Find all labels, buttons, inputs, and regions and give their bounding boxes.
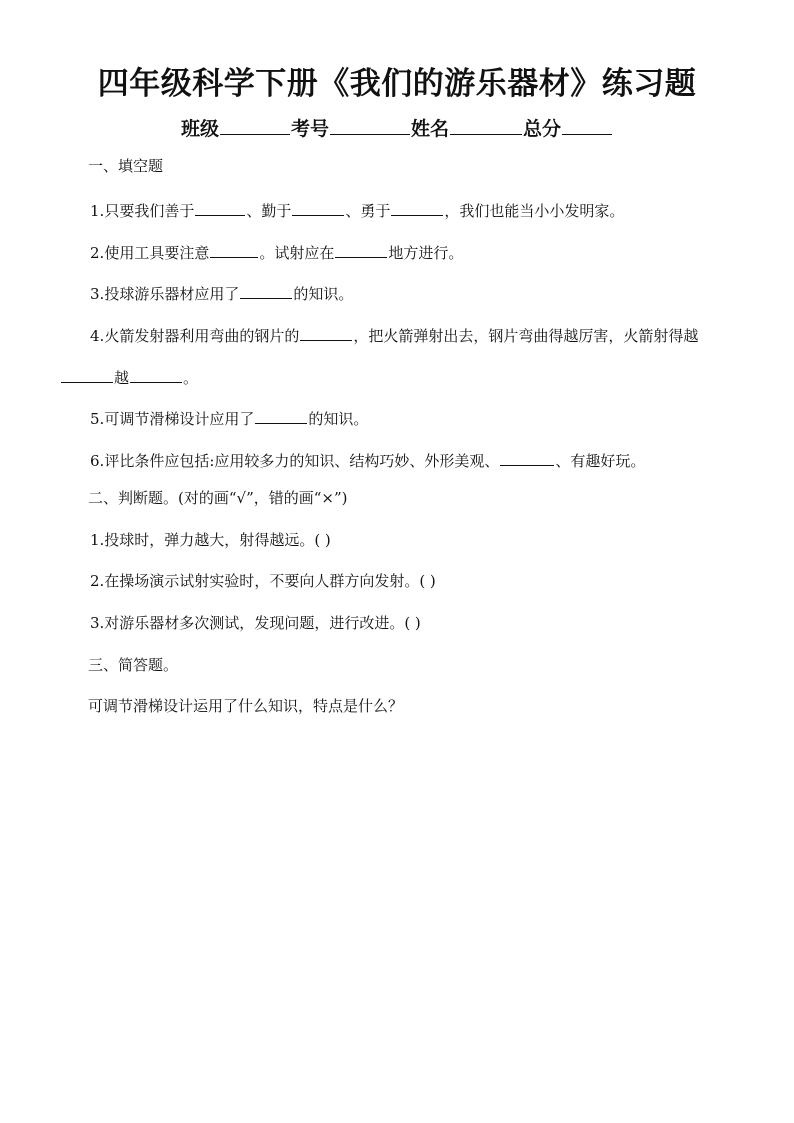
section1-heading: 一、填空题 <box>88 157 164 175</box>
question-text: 只要我们善于 <box>104 202 195 220</box>
score-label: 总分 <box>523 118 562 140</box>
question-number: 5. <box>90 410 105 428</box>
answer-blank[interactable] <box>335 239 387 258</box>
student-info-row <box>0 114 794 141</box>
question-text: 的知识。 <box>308 410 369 428</box>
question-text: 的知识。 <box>293 285 354 303</box>
question-text: 评比条件应包括:应用较多力的知识、结构巧妙、外形美观、 <box>104 452 500 470</box>
question-text: 、勇于 <box>345 202 391 220</box>
answer-blank[interactable] <box>255 405 307 424</box>
question-text: 火箭发射器利用弯曲的钢片的 <box>104 327 300 345</box>
question-text: 。试射应在 <box>259 244 335 262</box>
question-text: ，把火箭弹射出去，钢片弯曲得越厉害，火箭射得越 <box>353 327 699 345</box>
answer-blank[interactable] <box>210 239 258 258</box>
question-number: 4. <box>90 327 105 345</box>
answer-blank[interactable] <box>195 197 245 216</box>
question-text: ，我们也能当小小发明家。 <box>444 202 625 220</box>
answer-blank[interactable] <box>500 447 554 466</box>
question-number: 1. <box>90 202 105 220</box>
answer-blank[interactable] <box>240 280 292 299</box>
answer-blank[interactable] <box>61 364 113 383</box>
judge-question-1: 1.投球时，弹力越大，射得越远。( ) <box>90 531 331 549</box>
fill-question-2 <box>90 239 463 263</box>
question-text: 、勤于 <box>246 202 292 220</box>
fill-question-3 <box>90 280 353 304</box>
section3-heading: 三、简答题。 <box>88 656 179 674</box>
exam-no-label: 考号 <box>290 118 329 140</box>
answer-blank[interactable] <box>130 364 182 383</box>
name-blank[interactable] <box>450 114 522 135</box>
fill-question-6 <box>90 447 645 471</box>
fill-question-1 <box>90 197 624 221</box>
judge-question-2: 2.在操场演示试射实验时，不要向人群方向发射。( ) <box>90 572 436 590</box>
class-blank[interactable] <box>220 114 290 135</box>
question-text: 越 <box>114 369 130 387</box>
fill-question-4-continued <box>60 364 198 388</box>
judge-question-3: 3.对游乐器材多次测试，发现问题，进行改进。( ) <box>90 614 421 632</box>
question-text: 投球游乐器材应用了 <box>104 285 240 303</box>
answer-blank[interactable] <box>292 197 344 216</box>
question-text: 地方进行。 <box>388 244 464 262</box>
answer-blank[interactable] <box>300 322 352 341</box>
worksheet-title: 四年级科学下册《我们的游乐器材》练习题 <box>97 66 697 102</box>
section2-heading: 二、判断题。(对的画“√”，错的画“×”) <box>88 489 348 507</box>
score-blank[interactable] <box>562 114 612 135</box>
question-number: 6. <box>90 452 105 470</box>
answer-blank[interactable] <box>391 197 443 216</box>
fill-question-5 <box>90 405 368 429</box>
question-text: 使用工具要注意 <box>104 244 210 262</box>
question-text: 可调节滑梯设计应用了 <box>104 410 255 428</box>
fill-question-4 <box>90 322 698 346</box>
question-text: 、有趣好玩。 <box>555 452 646 470</box>
question-text: 。 <box>183 369 199 387</box>
exam-no-blank[interactable] <box>330 114 410 135</box>
question-number: 2. <box>90 244 105 262</box>
short-answer-question-1: 可调节滑梯设计运用了什么知识，特点是什么？ <box>88 697 404 715</box>
question-number: 3. <box>90 285 105 303</box>
class-label: 班级 <box>180 118 219 140</box>
name-label: 姓名 <box>411 118 450 140</box>
